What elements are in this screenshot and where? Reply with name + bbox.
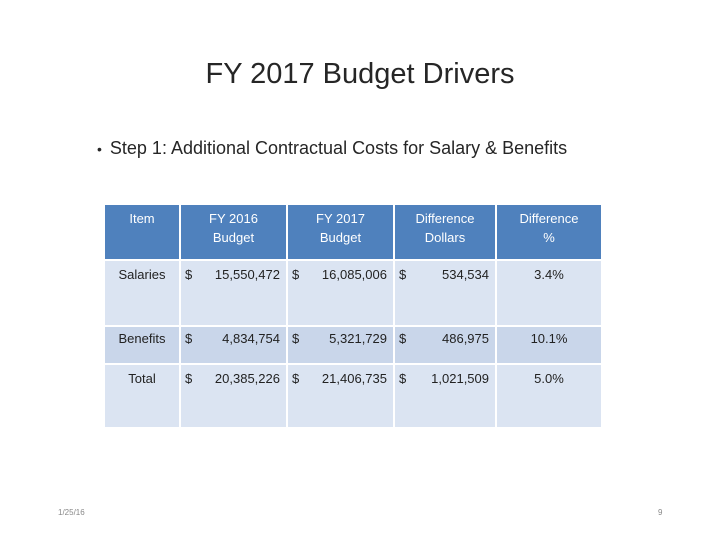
header-diff-dollars: Difference Dollars	[394, 204, 496, 260]
header-item: Item	[104, 204, 180, 260]
cell-fy2017: $ 16,085,006	[287, 260, 394, 326]
cell-item: Total	[104, 364, 180, 428]
page-number: 9	[658, 508, 663, 517]
slide-title: FY 2017 Budget Drivers	[205, 58, 515, 90]
cell-diff-percent: 3.4%	[496, 260, 602, 326]
cell-diff-dollars: $ 1,021,509	[394, 364, 496, 428]
cell-item: Salaries	[104, 260, 180, 326]
cell-fy2016: $ 15,550,472	[180, 260, 287, 326]
table-header-row	[104, 204, 602, 260]
budget-table	[103, 203, 603, 429]
cell-diff-percent: 5.0%	[496, 364, 602, 428]
cell-diff-dollars: $ 534,534	[394, 260, 496, 326]
cell-fy2016: $ 20,385,226	[180, 364, 287, 428]
cell-diff-percent: 10.1%	[496, 326, 602, 364]
bullet-point	[97, 138, 567, 159]
footer-date: 1/25/16	[58, 508, 85, 517]
header-fy2016: FY 2016 Budget	[180, 204, 287, 260]
bullet-dot-icon: •	[97, 140, 102, 157]
header-diff-percent: Difference %	[496, 204, 602, 260]
cell-fy2017: $ 21,406,735	[287, 364, 394, 428]
cell-diff-dollars: $ 486,975	[394, 326, 496, 364]
table-row	[104, 326, 602, 364]
cell-fy2017: $ 5,321,729	[287, 326, 394, 364]
cell-fy2016: $ 4,834,754	[180, 326, 287, 364]
cell-item: Benefits	[104, 326, 180, 364]
table-row	[104, 364, 602, 428]
table-row	[104, 260, 602, 326]
bullet-text: Step 1: Additional Contractual Costs for Salary & Benefits	[109, 138, 568, 158]
header-fy2017: FY 2017 Budget	[287, 204, 394, 260]
